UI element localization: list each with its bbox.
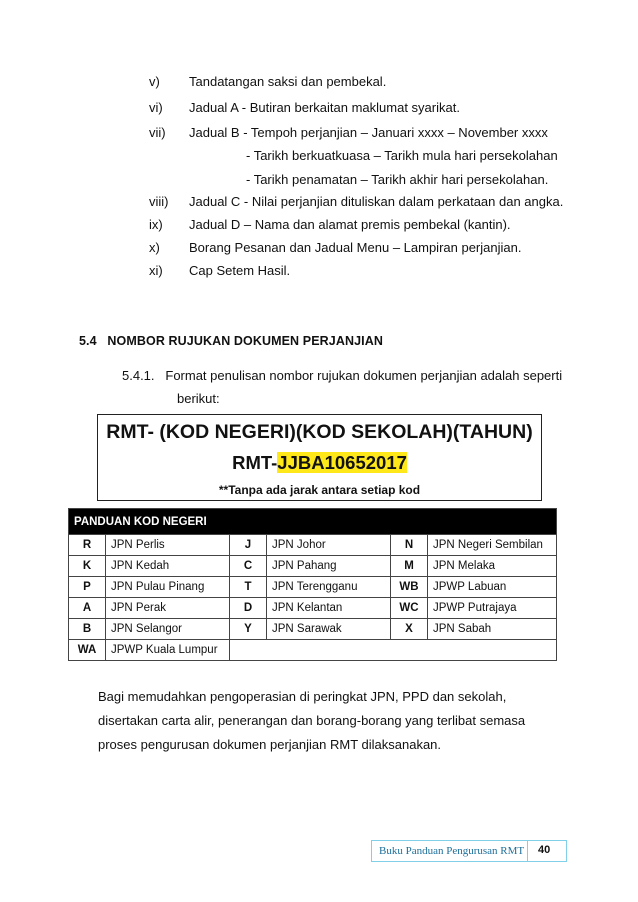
state-code: N xyxy=(391,535,428,556)
reference-format-box xyxy=(97,414,542,501)
list-text: Jadual D – Nama dan alamat premis pembekal (kantin). xyxy=(189,217,511,232)
list-text-continuation: - Tarikh penamatan – Tarikh akhir hari persekolahan. xyxy=(246,172,549,187)
table-header: PANDUAN KOD NEGERI xyxy=(69,509,557,535)
state-name: JPN Kedah xyxy=(106,556,230,577)
state-code: A xyxy=(69,598,106,619)
state-code: P xyxy=(69,577,106,598)
footer-book-title: Buku Panduan Pengurusan RMT xyxy=(379,845,525,857)
section-title: NOMBOR RUJUKAN DOKUMEN PERJANJIAN xyxy=(107,334,383,348)
list-text: Borang Pesanan dan Jadual Menu – Lampiran perjanjian. xyxy=(189,240,522,255)
empty-cell xyxy=(230,640,557,661)
state-name: JPN Perak xyxy=(106,598,230,619)
list-number: x) xyxy=(149,240,160,255)
state-code: R xyxy=(69,535,106,556)
state-code: T xyxy=(230,577,267,598)
state-code: D xyxy=(230,598,267,619)
closing-line: disertakan carta alir, penerangan dan borang-borang yang terlibat semasa xyxy=(98,713,526,728)
list-text: Jadual B - Tempoh perjanjian – Januari xxxx – November xxxx xyxy=(189,125,548,140)
state-code: WB xyxy=(391,577,428,598)
state-name: JPN Sarawak xyxy=(267,619,391,640)
state-code: J xyxy=(230,535,267,556)
list-text: Cap Setem Hasil. xyxy=(189,263,291,278)
list-number: vi) xyxy=(149,100,163,115)
state-name: JPN Johor xyxy=(267,535,391,556)
state-code: M xyxy=(391,556,428,577)
state-name: JPN Terengganu xyxy=(267,577,391,598)
list-number: v) xyxy=(149,74,160,89)
state-name: JPWP Putrajaya xyxy=(428,598,557,619)
format-note: **Tanpa ada jarak antara setiap kod xyxy=(218,483,421,497)
state-name: JPN Sabah xyxy=(428,619,557,640)
state-name: JPWP Kuala Lumpur xyxy=(106,640,230,661)
section-number: 5.4 xyxy=(79,334,97,348)
state-code: B xyxy=(69,619,106,640)
subsection-text: Format penulisan nombor rujukan dokumen perjanjian adalah seperti xyxy=(165,368,563,383)
list-text: Tandatangan saksi dan pembekal. xyxy=(189,74,387,89)
list-number: vii) xyxy=(149,125,166,140)
state-code: WC xyxy=(391,598,428,619)
state-name: JPWP Labuan xyxy=(428,577,557,598)
list-number: xi) xyxy=(149,263,163,278)
state-name: JPN Negeri Sembilan xyxy=(428,535,557,556)
subsection-line2: berikut: xyxy=(177,391,220,406)
state-code: Y xyxy=(230,619,267,640)
list-number: ix) xyxy=(149,217,163,232)
state-name: JPN Pulau Pinang xyxy=(106,577,230,598)
table-row xyxy=(69,598,557,619)
state-name: JPN Pahang xyxy=(267,556,391,577)
example-code-highlight: JJBA10652017 xyxy=(277,452,407,473)
state-code-table xyxy=(68,508,557,661)
state-name: JPN Melaka xyxy=(428,556,557,577)
format-pattern: RMT- (KOD NEGERI)(KOD SEKOLAH)(TAHUN) xyxy=(106,421,533,443)
subsection-number: 5.4.1. xyxy=(122,368,155,383)
example-prefix: RMT- xyxy=(232,452,278,473)
page-number: 40 xyxy=(538,844,551,856)
state-code: C xyxy=(230,556,267,577)
state-code: K xyxy=(69,556,106,577)
table-header-row xyxy=(69,509,557,535)
section-heading xyxy=(79,334,383,348)
list-text: Jadual C - Nilai perjanjian dituliskan dalam perkataan dan angka. xyxy=(189,194,564,209)
table-row xyxy=(69,577,557,598)
table-row xyxy=(69,556,557,577)
closing-line: proses pengurusan dokumen perjanjian RMT dilaksanakan. xyxy=(98,737,442,752)
state-name: JPN Selangor xyxy=(106,619,230,640)
state-name: JPN Perlis xyxy=(106,535,230,556)
page-footer xyxy=(371,840,567,862)
format-example xyxy=(98,452,541,474)
state-code: WA xyxy=(69,640,106,661)
list-number: viii) xyxy=(149,194,169,209)
state-code: X xyxy=(391,619,428,640)
list-text: Jadual A - Butiran berkaitan maklumat syarikat. xyxy=(189,100,460,115)
table-row xyxy=(69,640,557,661)
state-name: JPN Kelantan xyxy=(267,598,391,619)
list-text-continuation: - Tarikh berkuatkuasa – Tarikh mula hari persekolahan xyxy=(246,148,558,163)
table-row xyxy=(69,619,557,640)
table-row xyxy=(69,535,557,556)
subsection-line1 xyxy=(122,368,562,383)
closing-line: Bagi memudahkan pengoperasian di peringkat JPN, PPD dan sekolah, xyxy=(98,689,507,704)
footer-divider xyxy=(527,841,528,861)
